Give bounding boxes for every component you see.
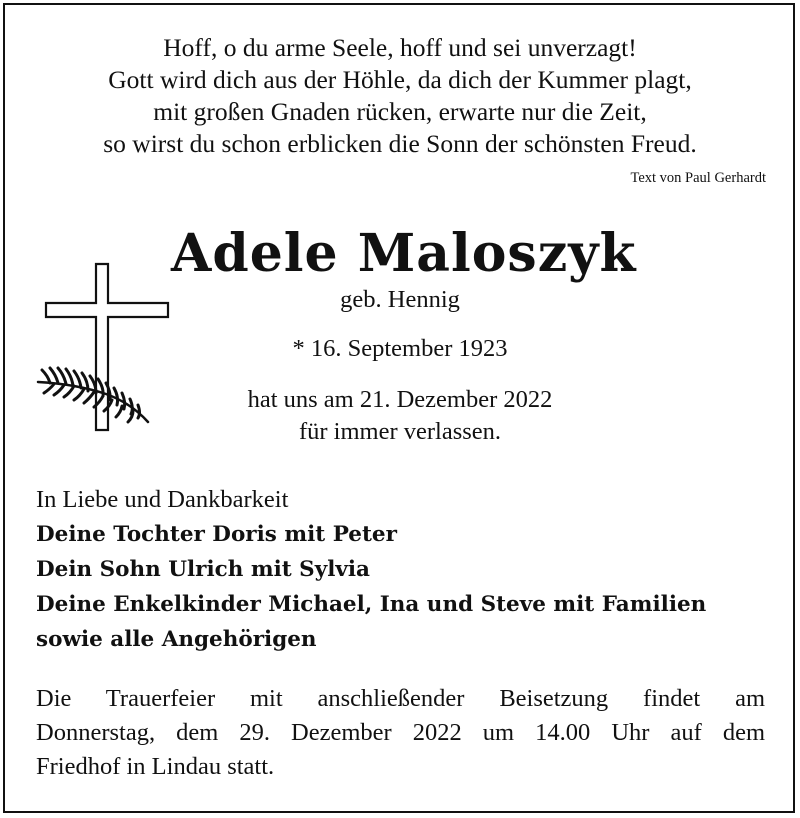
mourner: Deine Enkelkinder Michael, Ina und Steve mit Familien <box>36 592 707 617</box>
poem-line: mit großen Gnaden rücken, erwarte nur die Zeit, <box>153 97 647 126</box>
mourner: Dein Sohn Ulrich mit Sylvia <box>36 557 370 582</box>
poem-credit: Text von Paul Gerhardt <box>630 170 766 186</box>
deceased-name: Adele Maloszyk <box>171 223 637 284</box>
poem <box>0 32 800 160</box>
maiden-name: geb. Hennig <box>340 286 460 313</box>
ceremony-line: Die Trauerfeier mit anschließender Beisetzung findet am <box>36 685 765 712</box>
passed-line: hat uns am 21. Dezember 2022 <box>247 386 553 413</box>
mourners <box>36 482 776 657</box>
ceremony-line: Donnerstag, dem 29. Dezember 2022 um 14.00 Uhr auf dem <box>36 719 765 746</box>
mourner: sowie alle Angehörigen <box>36 627 317 652</box>
passed-line: für immer verlassen. <box>298 418 502 445</box>
ceremony-announcement <box>36 682 765 784</box>
poem-line: so wirst du schon erblicken die Sonn der schönsten Freud. <box>103 129 697 158</box>
mourner: Deine Tochter Doris mit Peter <box>36 522 397 547</box>
poem-line: Gott wird dich aus der Höhle, da dich der Kummer plagt, <box>108 65 692 94</box>
poem-line: Hoff, o du arme Seele, hoff und sei unverzagt! <box>163 33 637 62</box>
birth-date: * 16. September 1923 <box>292 335 508 362</box>
mourners-intro: In Liebe und Dankbarkeit <box>36 486 289 513</box>
ceremony-line: Friedhof in Lindau statt. <box>36 753 275 780</box>
